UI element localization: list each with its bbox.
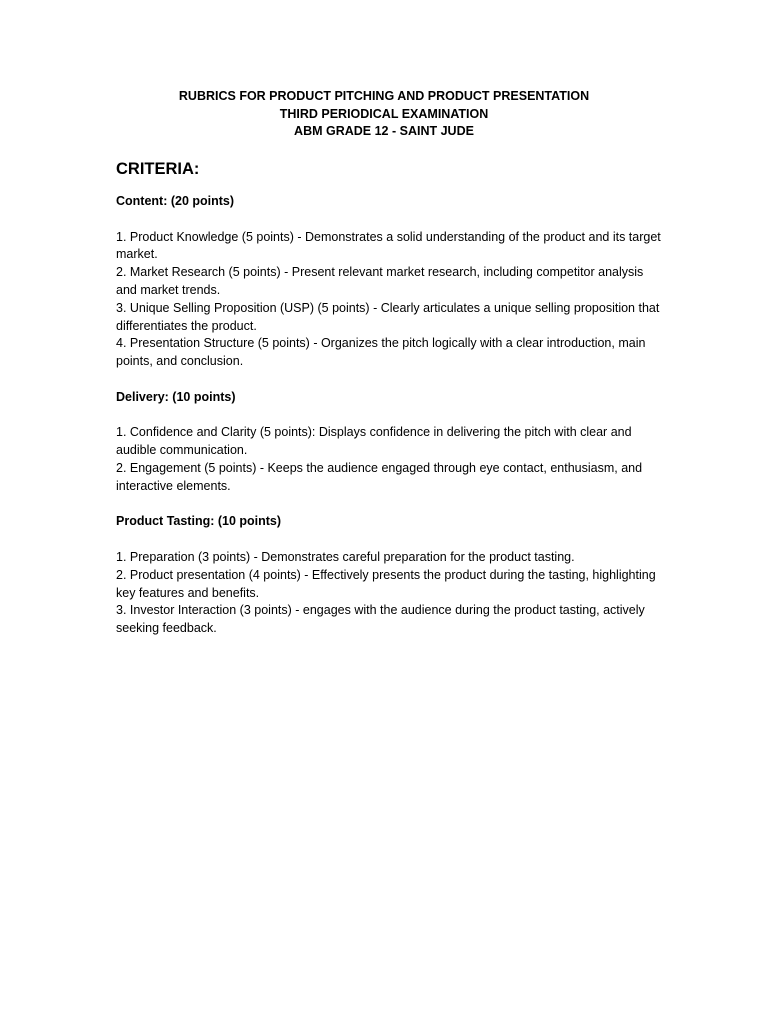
criteria-item: 2. Product presentation (4 points) - Effectively presents the product during the tasting, highlighting key features and benefits. bbox=[116, 567, 656, 600]
criteria-list bbox=[116, 229, 661, 371]
criteria-heading: CRITERIA: bbox=[116, 160, 200, 178]
section-title: Delivery: (10 points) bbox=[116, 389, 236, 404]
criteria-item: 2. Market Research (5 points) - Present relevant market research, including competitor analysis and market trends. bbox=[116, 265, 644, 297]
section-delivery bbox=[116, 389, 661, 496]
criteria-list bbox=[116, 549, 661, 638]
criteria-item: 3. Unique Selling Proposition (USP) (5 points) - Clearly articulates a unique selling proposition that differentiates the product. bbox=[116, 300, 660, 333]
section-title: Content: (20 points) bbox=[116, 194, 235, 208]
criteria-item: 2. Engagement (5 points) - Keeps the audience engaged through eye contact, enthusiasm, and interactive elements. bbox=[116, 460, 643, 493]
document-body bbox=[116, 158, 661, 656]
header-class: ABM GRADE 12 - SAINT JUDE bbox=[294, 124, 474, 138]
section-content bbox=[116, 193, 661, 371]
criteria-item: 1. Confidence and Clarity (5 points): Displays confidence in delivering the pitch with clear and audible communication. bbox=[116, 425, 632, 458]
section-product-tasting bbox=[116, 513, 661, 638]
criteria-item: 1. Product Knowledge (5 points) - Demonstrates a solid understanding of the product and its target market. bbox=[116, 229, 661, 262]
criteria-list bbox=[116, 424, 661, 495]
criteria-item: 3. Investor Interaction (3 points) - engages with the audience during the product tasting, actively seeking feedback. bbox=[116, 603, 645, 636]
criteria-item: 1. Preparation (3 points) - Demonstrates careful preparation for the product tasting. bbox=[116, 549, 575, 564]
criteria-item: 4. Presentation Structure (5 points) - Organizes the pitch logically with a clear introduction, main points, and conclusion. bbox=[116, 336, 646, 369]
section-title: Product Tasting: (10 points) bbox=[116, 514, 282, 529]
document-header bbox=[0, 88, 768, 141]
header-title: RUBRICS FOR PRODUCT PITCHING AND PRODUCT PRESENTATION bbox=[178, 89, 590, 103]
header-exam: THIRD PERIODICAL EXAMINATION bbox=[279, 106, 489, 121]
